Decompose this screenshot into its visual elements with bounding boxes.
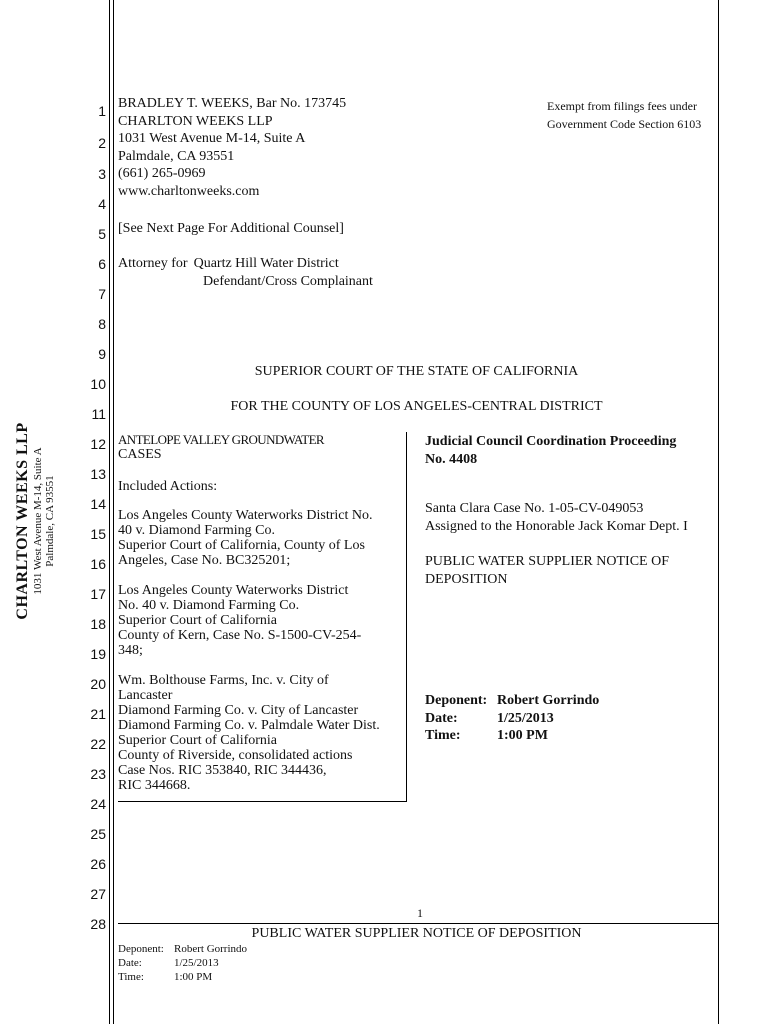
action-1-line: 40 v. Diamond Farming Co.: [118, 523, 275, 538]
sidebar-firm-block: [14, 406, 56, 636]
footer-date-label: Date:: [118, 957, 142, 969]
line-number: 15: [90, 526, 106, 542]
footer-title: PUBLIC WATER SUPPLIER NOTICE OF DEPOSITION: [251, 926, 582, 941]
line-number: 1: [98, 103, 106, 119]
line-number: 26: [90, 856, 106, 872]
action-3-line: Case Nos. RIC 353840, RIC 344436,: [118, 763, 327, 778]
action-2-line: Los Angeles County Waterworks District: [118, 583, 349, 598]
line-number: 5: [98, 226, 106, 242]
attorney-line: www.charltonweeks.com: [118, 183, 260, 199]
attorney-line: Palmdale, CA 93551: [118, 148, 235, 164]
deponent-value: Robert Gorrindo: [497, 693, 600, 708]
line-number: 28: [90, 916, 106, 932]
deposition-details: [425, 692, 715, 745]
line-number: 19: [90, 646, 106, 662]
attorney-for-role: Defendant/Cross Complainant: [203, 273, 373, 289]
line-number: 18: [90, 616, 106, 632]
additional-counsel: [See Next Page For Additional Counsel]: [118, 221, 344, 236]
attorney-line: (661) 265-0969: [118, 166, 206, 181]
attorney-for-party: Quartz Hill Water District: [193, 256, 339, 271]
action-2-line: Superior Court of California: [118, 613, 278, 628]
page-number: 1: [417, 906, 423, 920]
assigned-judge: Assigned to the Honorable Jack Komar Dept. I: [425, 518, 688, 534]
footer-rule: [118, 923, 718, 924]
action-3-line: Lancaster: [118, 688, 173, 703]
line-number: 23: [90, 766, 106, 782]
action-2-line: County of Kern, Case No. S-1500-CV-254-: [118, 628, 362, 643]
included-actions: Included Actions:: [118, 479, 218, 494]
right-margin-rule: [718, 0, 719, 1024]
left-margin-rule-outer: [109, 0, 110, 1024]
time-value: 1:00 PM: [497, 728, 548, 743]
deponent-label: Deponent:: [425, 693, 488, 708]
caption-bottom-rule: [118, 801, 407, 802]
date-value: 1/25/2013: [497, 710, 554, 726]
left-margin-rule-inner: [113, 0, 114, 1024]
action-1: [118, 508, 403, 568]
action-2-line: 348;: [118, 643, 143, 658]
attorney-block: [118, 95, 438, 200]
sidebar-address-line2: Palmdale, CA 93551: [44, 475, 56, 567]
date-label: Date:: [425, 710, 458, 726]
caption-right: [425, 433, 715, 745]
exempt-note: [547, 97, 717, 133]
action-1-line: Angeles, Case No. BC325201;: [118, 553, 291, 568]
line-number: 24: [90, 796, 106, 812]
line-number: 4: [98, 196, 106, 212]
footer-deponent-label: Deponent:: [118, 943, 164, 955]
action-3-line: Superior Court of California: [118, 733, 278, 748]
sidebar-firm-name: CHARLTON WEEKS LLP: [14, 422, 31, 620]
action-3-line: Diamond Farming Co. v. City of Lancaster: [118, 703, 359, 718]
action-3-line: Diamond Farming Co. v. Palmdale Water Dist.: [118, 718, 380, 733]
line-number: 22: [90, 736, 106, 752]
caption-divider: [406, 432, 407, 802]
action-3-line: RIC 344668.: [118, 778, 191, 793]
line-number: 17: [90, 586, 106, 602]
line-number: 21: [90, 706, 106, 722]
action-1-line: Los Angeles County Waterworks District No.: [118, 508, 373, 523]
line-number: 2: [98, 135, 106, 151]
action-1-line: Superior Court of California, County of Los: [118, 538, 365, 553]
line-number: 14: [90, 496, 106, 512]
line-number: 27: [90, 886, 106, 902]
time-label: Time:: [425, 728, 461, 743]
caption-left: [118, 432, 403, 793]
sidebar-address-line1: 1031 West Avenue M-14, Suite A: [32, 447, 44, 595]
line-number: 16: [90, 556, 106, 572]
case-title-line1: ANTELOPE VALLEY GROUNDWATER: [118, 432, 324, 447]
jccp-line2: No. 4408: [425, 451, 478, 467]
action-3-line: County of Riverside, consolidated actions: [118, 748, 353, 763]
line-number: 3: [98, 166, 106, 182]
action-2-line: No. 40 v. Diamond Farming Co.: [118, 598, 300, 613]
line-number: 20: [90, 676, 106, 692]
line-number: 12: [90, 436, 106, 452]
line-number: 6: [98, 256, 106, 272]
attorney-line: BRADLEY T. WEEKS, Bar No. 173745: [118, 96, 347, 111]
case-title-line2: CASES: [118, 447, 162, 462]
exempt-line1: Exempt from filings fees under: [547, 99, 697, 113]
line-number: 11: [91, 406, 106, 422]
court-name: SUPERIOR COURT OF THE STATE OF CALIFORNIA: [254, 364, 579, 379]
action-2: [118, 583, 403, 658]
line-number: 8: [98, 316, 106, 332]
action-3: [118, 673, 403, 793]
line-number: 10: [90, 376, 106, 392]
footer-time-value: 1:00 PM: [174, 971, 213, 983]
doc-title-line1: PUBLIC WATER SUPPLIER NOTICE OF: [425, 554, 669, 569]
footer-details: [118, 942, 368, 984]
attorney-for-block: [118, 255, 438, 290]
line-number: 13: [90, 466, 106, 482]
line-number: 9: [98, 346, 106, 362]
footer-date-value: 1/25/2013: [174, 957, 219, 969]
action-3-line: Wm. Bolthouse Farms, Inc. v. City of: [118, 673, 329, 688]
attorney-line: CHARLTON WEEKS LLP: [118, 113, 273, 129]
footer-time-label: Time:: [118, 971, 144, 983]
jccp-line1: Judicial Council Coordination Proceeding: [425, 434, 677, 449]
footer-deponent-value: Robert Gorrindo: [174, 943, 248, 955]
court-county: FOR THE COUNTY OF LOS ANGELES-CENTRAL DISTRICT: [230, 399, 603, 414]
santa-clara-case: Santa Clara Case No. 1-05-CV-049053: [425, 501, 644, 516]
doc-title-line2: DEPOSITION: [425, 571, 508, 587]
exempt-line2: Government Code Section 6103: [547, 117, 702, 131]
attorney-for-label: Attorney for: [118, 256, 188, 271]
attorney-line: 1031 West Avenue M-14, Suite A: [118, 131, 306, 146]
line-number: 7: [98, 286, 106, 302]
line-number: 25: [90, 826, 106, 842]
